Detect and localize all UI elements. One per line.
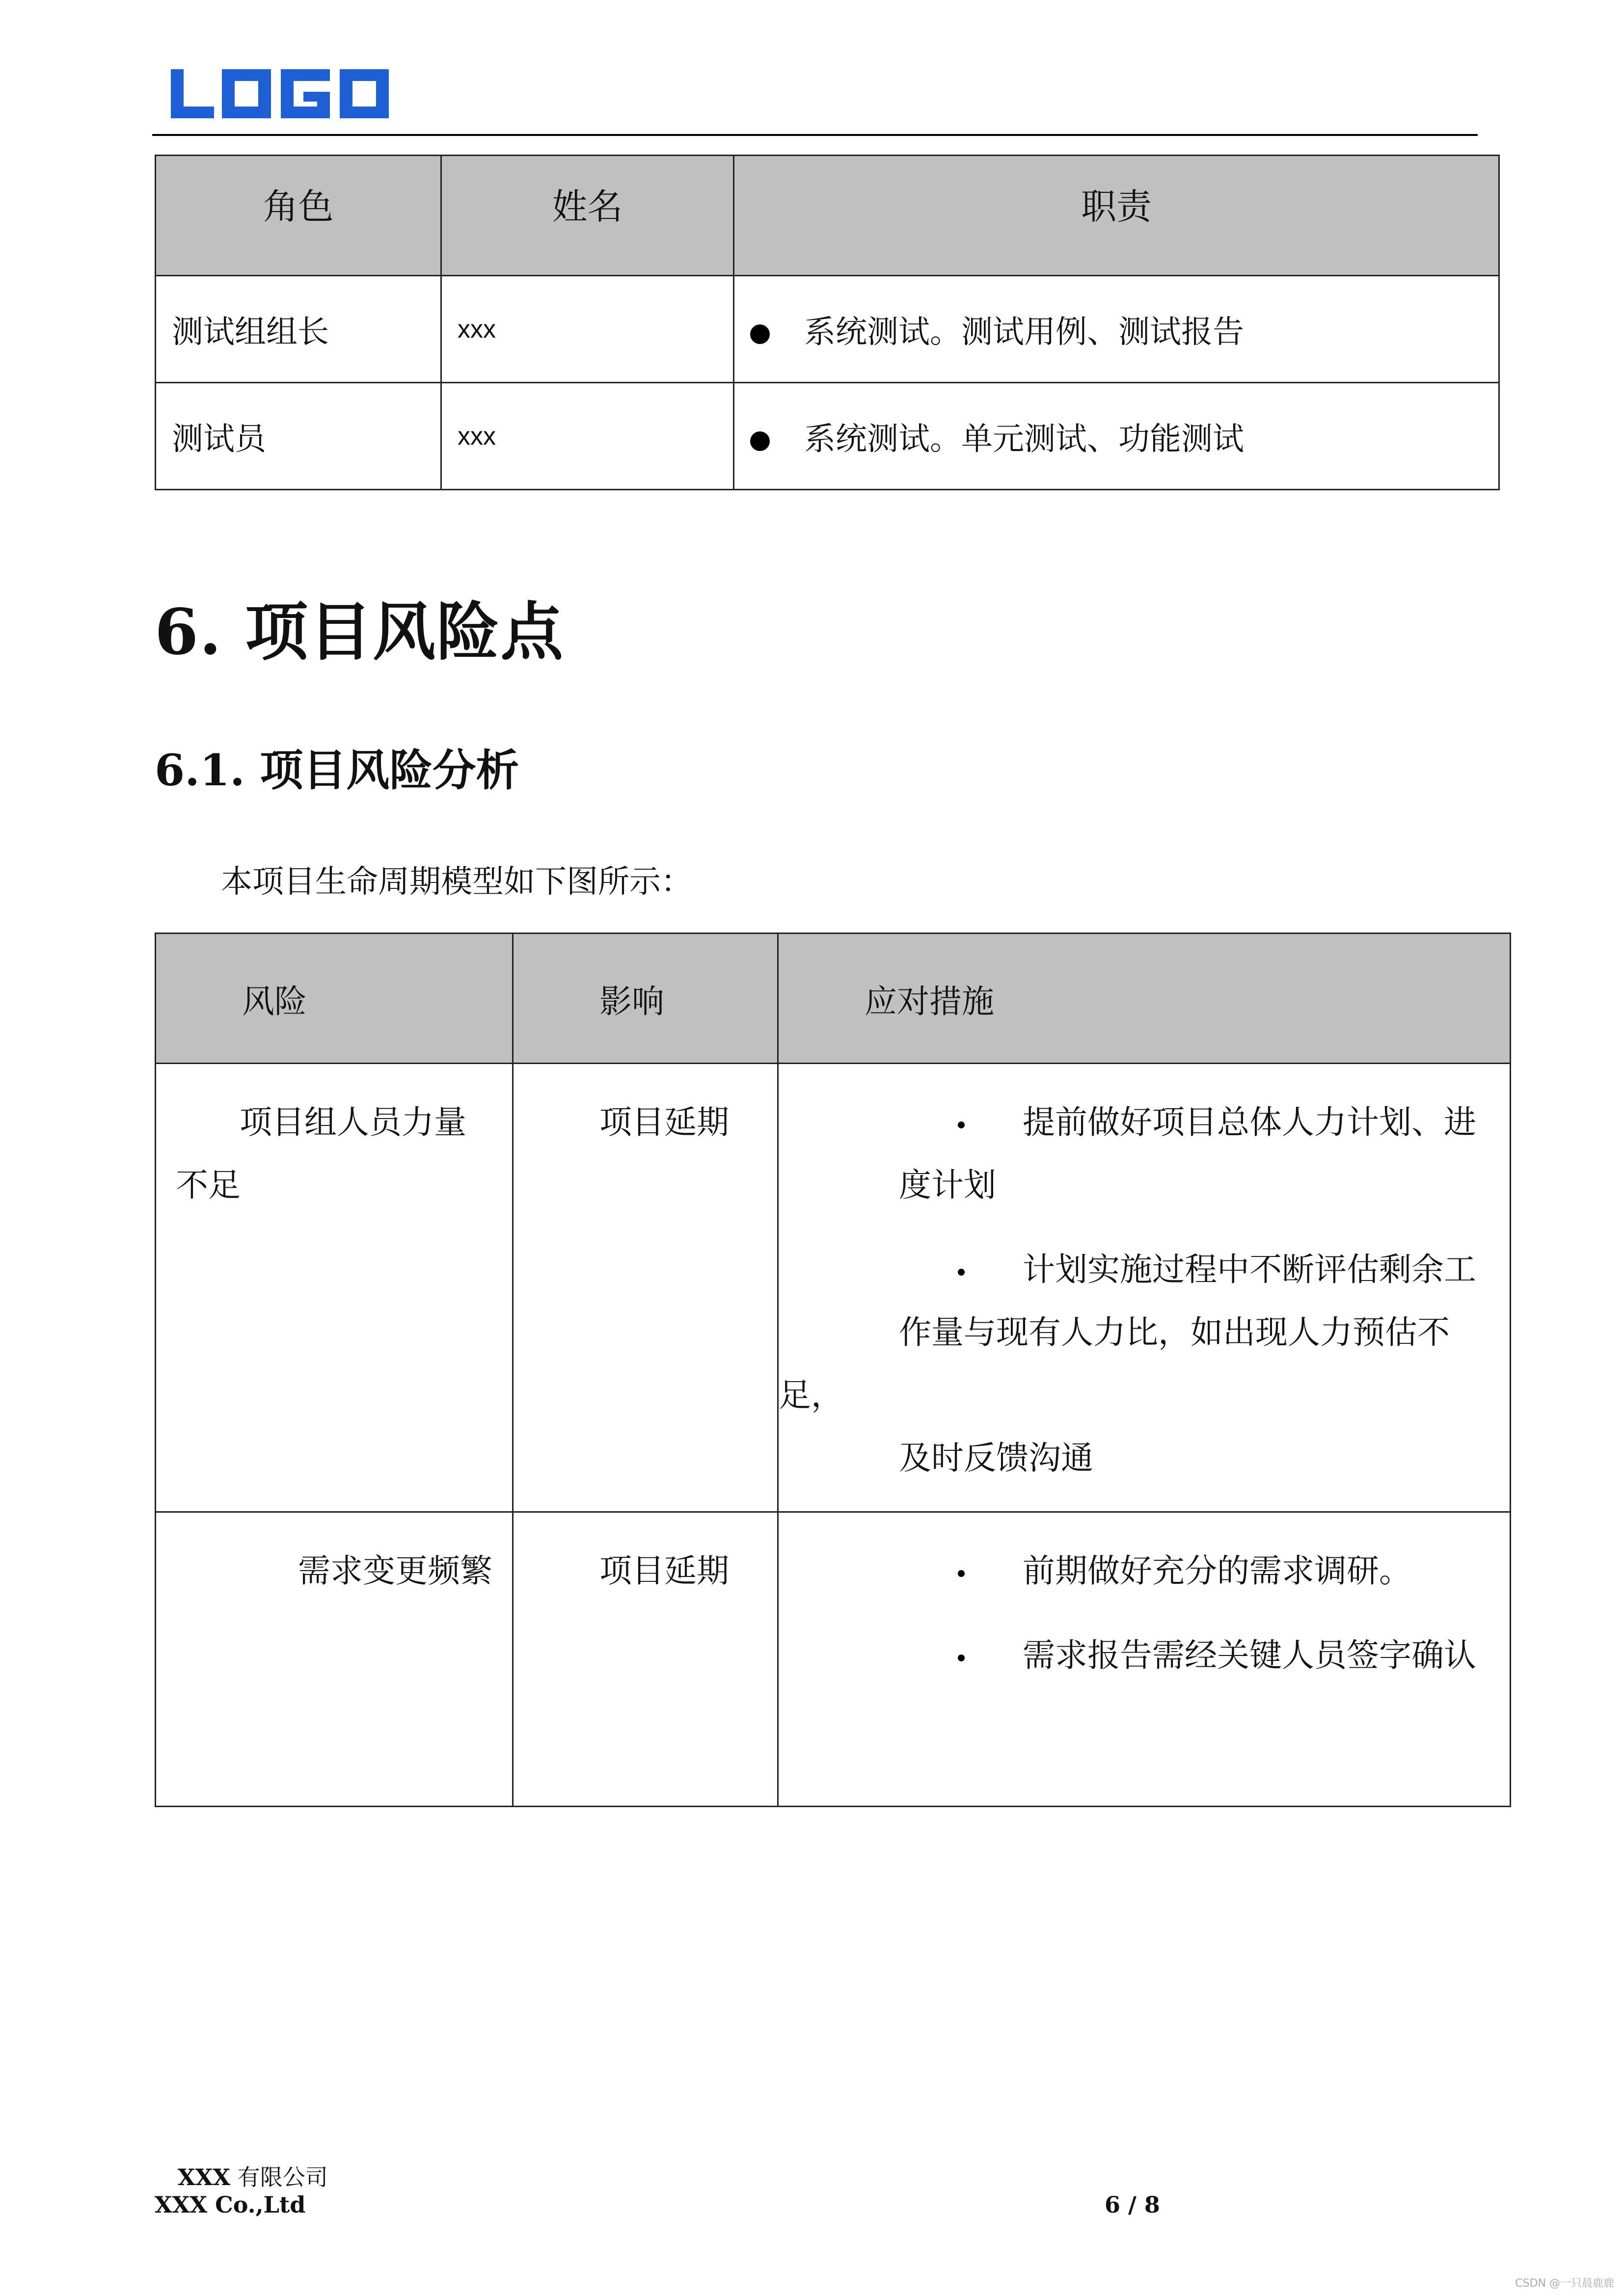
impact-cell: 项目延期 [513,1512,778,1807]
header-rule [152,134,1478,136]
table-header-row [156,156,1499,276]
watermark: CSDN @一只晨鹿鹿 [1515,2277,1614,2290]
duty-cell [734,276,1499,383]
measure-text: 度计划 [899,1166,996,1204]
table-row [156,1512,1511,1807]
intro-paragraph: 本项目生命周期模型如下图所示： [221,864,692,900]
measure-text: 计划实施过程中不断评估剩余工 [1023,1251,1476,1288]
duty-text: 系统测试。测试用例、测试报告 [804,314,1244,350]
section-heading: 6. 项目风险点 [155,595,565,669]
header-cell-impact: 影响 [513,934,778,1064]
table-row [156,276,1499,383]
risk-cell [156,1064,513,1512]
measure-text: 前期做好充分的需求调研。 [1023,1552,1411,1590]
risk-text: 不足 [176,1166,241,1204]
risk-cell: 需求变更频繁 [156,1512,513,1807]
table-header-row [156,934,1511,1064]
measures-cell [778,1512,1511,1807]
table-row [156,1064,1511,1512]
measure-text: 需求报告需经关键人员签字确认 [1023,1636,1476,1674]
measures-cell [778,1064,1511,1512]
name-cell: xxx [441,276,734,383]
company-logo [171,66,406,123]
bullet-icon [958,1121,965,1128]
risk-table [155,933,1511,1807]
measure-text: 提前做好项目总体人力计划、进 [1023,1103,1476,1141]
subsection-heading: 6.1. 项目风险分析 [155,745,519,796]
measure-text: 作量与现有人力比，如出现人力预估不足， [779,1313,1450,1414]
risk-text: 项目组人员力量 [240,1103,466,1141]
footer-company-prefix: XXX [178,2164,231,2190]
role-cell: 测试组组长 [156,276,441,383]
footer-company-suffix: 有限公司 [237,2164,328,2190]
duty-cell [734,383,1499,490]
bullet-icon [958,1570,965,1577]
svg-text:LOGO: LOGO [171,66,173,67]
header-cell-measures: 应对措施 [778,934,1511,1064]
table-row [156,383,1499,490]
bullet-icon [958,1269,965,1276]
header-cell-name: 姓名 [441,156,734,276]
header-cell-risk: 风险 [156,934,513,1064]
footer-company-en: XXX Co.,Ltd [155,2191,306,2218]
impact-cell: 项目延期 [513,1064,778,1512]
name-cell: xxx [441,383,734,490]
bullet-icon [750,324,770,344]
header-cell-duty: 职责 [734,156,1499,276]
bullet-icon [750,431,770,451]
header-cell-role: 角色 [156,156,441,276]
duty-text: 系统测试。单元测试、功能测试 [804,421,1244,457]
footer-company-cn [178,2160,328,2192]
bullet-icon [958,1655,965,1661]
measure-text: 及时反馈沟通 [899,1439,1093,1477]
roles-table [155,155,1500,490]
page-number: 6 / 8 [1105,2191,1160,2218]
role-cell: 测试员 [156,383,441,490]
